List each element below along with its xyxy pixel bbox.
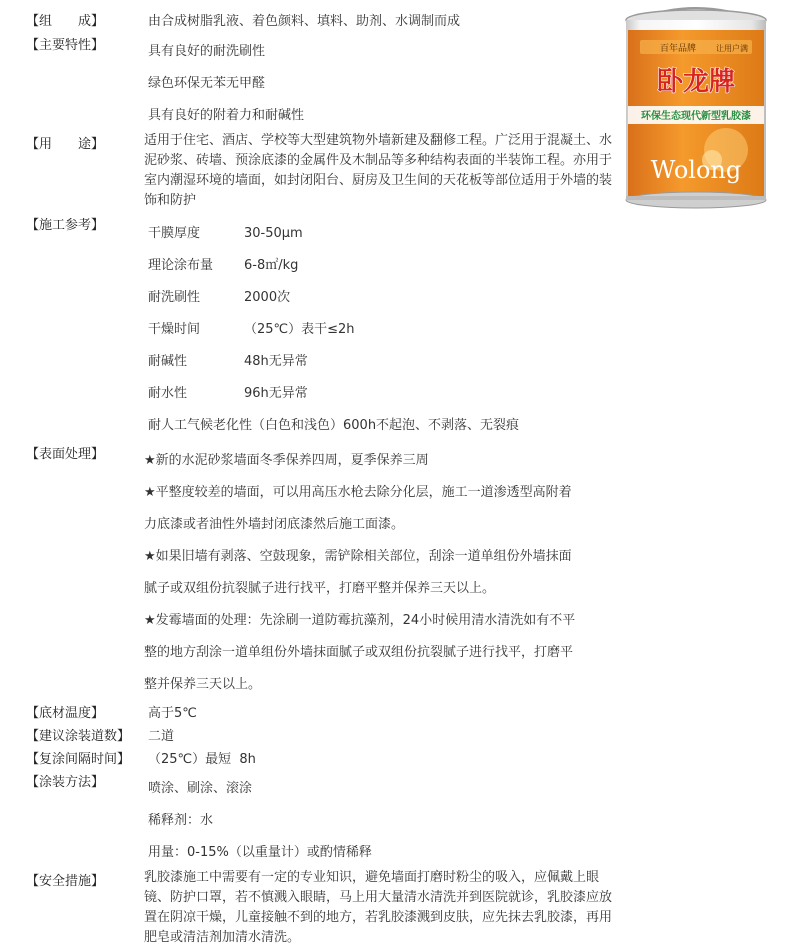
surface-line: 整的地方刮涂一道单组份外墙抹面腻子或双组份抗裂腻子进行找平，打磨平 <box>144 645 574 660</box>
spec-row <box>148 318 355 337</box>
spec-key: 理论涂布量 <box>148 258 214 273</box>
surface-line: 腻子或双组份抗裂腻子进行找平，打磨平整并保养三天以上。 <box>144 581 496 596</box>
feature-item: 具有良好的附着力和耐碱性 <box>148 108 305 123</box>
spec-row <box>148 222 303 241</box>
recoat-label: 【复涂间隔时间】 <box>26 752 131 767</box>
can-brand-text: 卧龙牌 <box>656 67 736 97</box>
coats-text: 二道 <box>148 729 175 744</box>
spec-value: 6-8㎡/kg <box>244 258 299 273</box>
spec-value: 96h无异常 <box>244 386 308 401</box>
recoat-text: （25℃）最短 8h <box>148 752 256 767</box>
construction-label: 【施工参考】 <box>26 218 105 233</box>
spec-key: 干膜厚度 <box>148 226 201 241</box>
usage-label: 【用 途】 <box>26 137 105 152</box>
can-brand-en: Wolong <box>650 156 742 184</box>
feature-item: 绿色环保无苯无甲醛 <box>148 76 266 91</box>
spec-row <box>148 382 308 401</box>
safety-label: 【安全措施】 <box>26 874 105 889</box>
surface-label: 【表面处理】 <box>26 447 105 462</box>
spec-extra: 耐人工气候老化性（白色和浅色）600h不起泡、不剥落、无裂痕 <box>148 418 520 433</box>
feature-item: 具有良好的耐洗刷性 <box>148 44 266 59</box>
coats-label: 【建议涂装道数】 <box>26 729 131 744</box>
spec-key: 干燥时间 <box>148 322 201 337</box>
method-item: 喷涂、刷涂、滚涂 <box>148 781 253 796</box>
method-item: 稀释剂：水 <box>148 813 214 828</box>
spec-key: 耐洗刷性 <box>148 290 201 305</box>
method-item: 用量：0-15%（以重量计）或酌情稀释 <box>148 845 372 860</box>
spec-value: 48h无异常 <box>244 354 308 369</box>
safety-text: 乳胶漆施工中需要有一定的专业知识，避免墙面打磨时粉尘的吸入，应佩戴上眼镜、防护口罩，若不慎溅入眼睛，马上用大量清水清洗并到医院就诊，乳胶漆应放置在阴凉干燥，儿童接触不到的地方，若乳胶漆溅到皮肤，应先抹去乳胶漆，再用肥皂或清洁剂加清水清洗。 <box>144 870 613 945</box>
surface-line: ★如果旧墙有剥落、空鼓现象，需铲除相关部位，刮涂一道单组份外墙抹面 <box>144 549 572 564</box>
spec-value: （25℃）表干≤2h <box>244 322 355 337</box>
method-label: 【涂装方法】 <box>26 775 105 790</box>
features-label: 【主要特性】 <box>26 38 105 53</box>
composition-text: 由合成树脂乳液、着色颜料、填料、助剂、水调制而成 <box>148 14 461 29</box>
spec-row <box>148 286 290 305</box>
substrate-temp-label: 【底材温度】 <box>26 706 105 721</box>
can-tagline: 环保生态现代新型乳胶漆 <box>641 111 751 122</box>
spec-row <box>148 350 308 369</box>
spec-value: 30-50μm <box>244 226 303 241</box>
surface-line: 力底漆或者油性外墙封闭底漆然后施工面漆。 <box>144 517 405 532</box>
surface-line: 整并保养三天以上。 <box>144 677 262 692</box>
can-badge-right: 让用户满 <box>716 44 748 53</box>
spec-row <box>148 254 298 273</box>
can-badge-left: 百年品牌 <box>660 44 697 54</box>
substrate-temp-text: 高于5℃ <box>148 706 197 721</box>
composition-label: 【组 成】 <box>26 14 105 29</box>
surface-line: ★发霉墙面的处理：先涂刷一道防霉抗藻剂，24小时候用清水清洗如有不平 <box>144 613 576 628</box>
surface-line: ★平整度较差的墙面，可以用高压水枪去除分化层，施工一道渗透型高附着 <box>144 485 572 500</box>
paint-can-image <box>616 0 776 210</box>
surface-line: ★新的水泥砂浆墙面冬季保养四周，夏季保养三周 <box>144 453 429 468</box>
spec-key: 耐水性 <box>148 386 188 401</box>
spec-key: 耐碱性 <box>148 354 188 369</box>
usage-text: 适用于住宅、酒店、学校等大型建筑物外墙新建及翻修工程。广泛用于混凝土、水泥砂浆、砖墙、预涂底漆的金属件及木制品等多种结构表面的半装饰工程。亦用于室内潮湿环境的墙面，如封闭阳台、厨房及卫生间的天花板等部位适用于外墙的装饰和防护 <box>144 133 613 208</box>
spec-value: 2000次 <box>244 290 291 305</box>
